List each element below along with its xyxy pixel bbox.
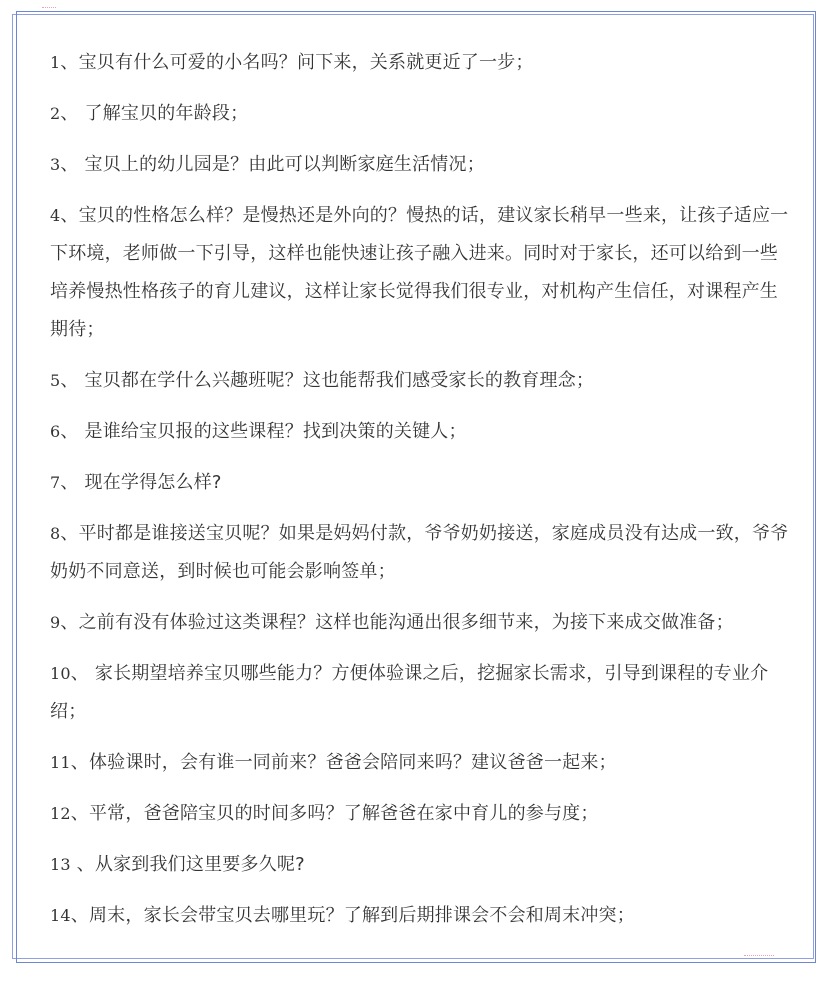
question-list bbox=[50, 44, 790, 948]
item-number: 14 bbox=[50, 906, 71, 925]
list-item bbox=[50, 44, 790, 82]
item-number: 1 bbox=[50, 53, 61, 72]
list-item bbox=[50, 146, 790, 184]
list-item bbox=[50, 362, 790, 400]
item-number: 6 bbox=[50, 422, 61, 441]
item-text: 、宝贝有什么可爱的小名吗？问下来，关系就更近了一步； bbox=[60, 52, 534, 73]
item-text: 、从家到我们这里要多久呢? bbox=[70, 854, 305, 875]
list-item bbox=[50, 95, 790, 133]
item-text: 、 家长期望培养宝贝哪些能力？方便体验课之后，挖掘家长需求，引导到课程的专业介绍； bbox=[50, 663, 769, 722]
item-text: 、 是谁给宝贝报的这些课程？找到决策的关键人； bbox=[60, 421, 467, 442]
item-number: 9 bbox=[50, 613, 61, 632]
list-item bbox=[50, 846, 790, 884]
list-item bbox=[50, 897, 790, 935]
list-item bbox=[50, 655, 790, 731]
item-number: 3 bbox=[50, 155, 61, 174]
item-number: 4 bbox=[50, 206, 61, 225]
item-number: 2 bbox=[50, 104, 61, 123]
item-text: 、平常，爸爸陪宝贝的时间多吗？了解爸爸在家中育儿的参与度； bbox=[70, 803, 599, 824]
item-number: 13 bbox=[50, 855, 71, 874]
list-item bbox=[50, 464, 790, 502]
item-text: 、之前有没有体验过这类课程？这样也能沟通出很多细节来，为接下来成交做准备； bbox=[60, 612, 734, 633]
item-number: 8 bbox=[50, 524, 61, 543]
list-item bbox=[50, 795, 790, 833]
item-number: 5 bbox=[50, 371, 61, 390]
list-item bbox=[50, 604, 790, 642]
list-item bbox=[50, 515, 790, 591]
item-number: 10 bbox=[50, 664, 71, 683]
item-number: 11 bbox=[50, 753, 71, 772]
item-text: 、平时都是谁接送宝贝呢？如果是妈妈付款，爷爷奶奶接送，家庭成员没有达成一致，爷爷奶奶不同意送，到时候也可能会影响签单； bbox=[50, 523, 789, 582]
item-text: 、 宝贝上的幼儿园是？由此可以判断家庭生活情况； bbox=[60, 154, 485, 175]
item-text: 、宝贝的性格怎么样？是慢热还是外向的？慢热的话，建议家长稍早一些来，让孩子适应一下环境，老师做一下引导，这样也能快速让孩子融入进来。同时对于家长，还可以给到一些培养慢热性格孩子的育儿建议，这样让家长觉得我们很专业，对机构产生信任，对课程产生期待； bbox=[50, 205, 789, 340]
list-item bbox=[50, 413, 790, 451]
list-item bbox=[50, 744, 790, 782]
item-number: 7 bbox=[50, 473, 61, 492]
item-text: 、 宝贝都在学什么兴趣班呢？这也能帮我们感受家长的教育理念； bbox=[60, 370, 595, 391]
item-text: 、周末，家长会带宝贝去哪里玩？了解到后期排课会不会和周末冲突； bbox=[70, 905, 635, 926]
item-text: 、体验课时，会有谁一同前来？爸爸会陪同来吗？建议爸爸一起来； bbox=[70, 752, 617, 773]
corner-mark bbox=[744, 955, 774, 959]
item-text: 、 了解宝贝的年龄段； bbox=[60, 103, 249, 124]
item-text: 、 现在学得怎么样? bbox=[60, 472, 222, 493]
list-item bbox=[50, 197, 790, 349]
item-number: 12 bbox=[50, 804, 71, 823]
